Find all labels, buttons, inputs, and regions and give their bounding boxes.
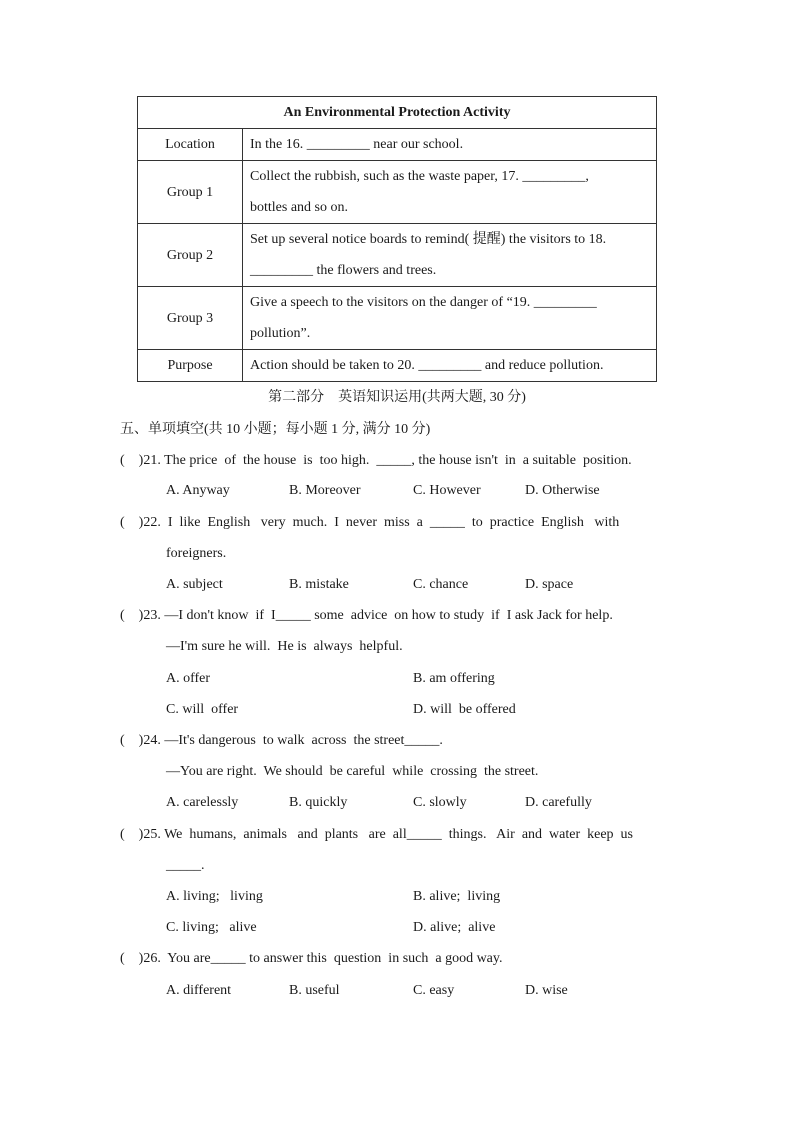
question-24-stem: ( )24. —It's dangerous to walk across the street_____. [120,733,443,748]
option-c: C. will offer [166,702,239,717]
option-d: D. alive; alive [413,920,496,935]
table-row [138,224,657,287]
option-a: A. different [166,983,232,998]
option-d: D. will be offered [413,702,516,717]
row-content-group3: Give a speech to the visitors on the danger of “19. _________ pollution”. [243,287,657,350]
section-5-heading: 五、单项填空(共 10 小题；每小题 1 分, 满分 10 分) [120,422,431,437]
option-d: D. space [525,577,574,592]
option-c: C. slowly [413,795,467,810]
option-b: B. mistake [289,577,349,592]
row-label-group3: Group 3 [138,287,243,350]
option-d: D. Otherwise [525,483,600,498]
row-content-purpose: Action should be taken to 20. _________ and reduce pollution. [243,350,657,382]
question-26-stem: ( )26. You are_____ to answer this question in such a good way. [120,951,503,966]
option-a: A. offer [166,671,211,686]
option-c: C. living; alive [166,920,257,935]
option-b: B. Moreover [289,483,361,498]
row-label-location: Location [138,129,243,161]
option-b: B. alive; living [413,889,501,904]
table-row [138,350,657,382]
option-d: D. wise [525,983,568,998]
option-c: C. chance [413,577,469,592]
option-a: A. Anyway [166,483,230,498]
option-a: A. living; living [166,889,263,904]
table-row [138,161,657,224]
question-23-stem-continued: —I'm sure he will. He is always helpful. [166,639,403,654]
question-22-stem-continued: foreigners. [166,546,227,561]
question-21-stem: ( )21. The price of the house is too high. _____, the house isn't in a suitable position. [120,453,632,468]
table-row [138,129,657,161]
question-24-stem-continued: —You are right. We should be careful while crossing the street. [166,764,539,779]
question-22-stem: ( )22. I like English very much. I never miss a _____ to practice English with [120,515,620,530]
option-a: A. subject [166,577,223,592]
row-label-group1: Group 1 [138,161,243,224]
option-c: C. However [413,483,481,498]
row-label-group2: Group 2 [138,224,243,287]
table-row [138,287,657,350]
option-d: D. carefully [525,795,592,810]
row-content-location: In the 16. _________ near our school. [243,129,657,161]
section-2-heading: 第二部分 英语知识运用(共两大题, 30 分) [268,390,526,405]
row-content-group1: Collect the rubbish, such as the waste paper, 17. _________, bottles and so on. [243,161,657,224]
option-b: B. am offering [413,671,495,686]
option-c: C. easy [413,983,455,998]
option-a: A. carelessly [166,795,239,810]
table-title: An Environmental Protection Activity [138,97,657,129]
row-label-purpose: Purpose [138,350,243,382]
question-23-stem: ( )23. —I don't know if I_____ some advice on how to study if I ask Jack for help. [120,608,613,623]
row-content-group2: Set up several notice boards to remind( 提醒) the visitors to 18. _________ the flowers and trees. [243,224,657,287]
option-b: B. quickly [289,795,348,810]
option-b: B. useful [289,983,340,998]
question-25-stem: ( )25. We humans, animals and plants are all_____ things. Air and water keep us [120,827,634,842]
question-25-stem-continued: _____. [166,858,205,873]
activity-table [137,96,657,382]
